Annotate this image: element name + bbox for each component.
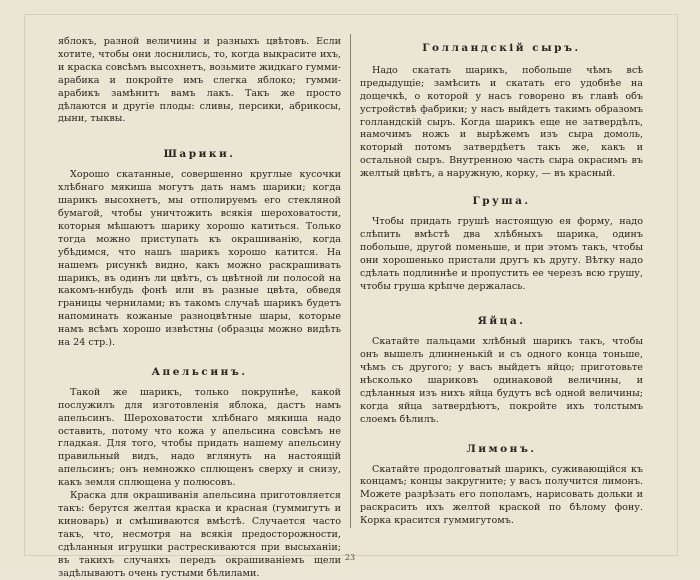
left-column (58, 36, 341, 580)
sharik-paragraph: Хорошо скатанные, совершенно круглые кусочки хлѣбнаго мякиша могутъ дать намъ шарики; когда шарикъ высохнетъ, мы отполируемъ его стекляной бумагой, чтобы уничтожить всякія шероховатости, которыя мѣшаютъ шарику хорошо катиться. Только тогда можно приступать къ окрашиванію, когда убѣдимся, что нашъ шарикъ хорошо катится. На нашемъ рисункѣ видно, какъ можно раскрашивать шарикъ, въ одинъ ли цвѣтъ, съ цвѣтной ли полосой на какомъ-нибудь фонѣ или въ разные цвѣта, обведя границы чернилами; въ такомъ случаѣ шарикъ будетъ напоминать кожаные разноцвѣтные шары, которые намъ всѣмъ хорошо извѣстны (образцы можно видѣть на 24 стр.). (58, 169, 341, 349)
grusha-paragraph: Чтобы придать грушѣ настоящую ея форму, надо слѣпить вмѣстѣ два хлѣбныхъ шарика, одинъ побольше, другой поменьше, и при этомъ такъ, чтобы они хорошенько пристали другъ къ другу. Вѣтку надо сдѣлать подлиннѣе и пропустить ее черезъ всю грушу, чтобы груша крѣпче держалась. (360, 215, 643, 292)
column-divider (350, 34, 351, 528)
page-number: 23 (344, 553, 356, 562)
right-column (360, 36, 643, 528)
yaitsa-paragraph: Скатайте пальцами хлѣбный шарикъ такъ, чтобы онъ вышелъ длинненькій и съ одного конца тоньше, чѣмъ съ другого; у васъ выйдетъ яйцо; приготовьте нѣсколько шариковъ одинаковой величины, и сдѣланныя изъ нихъ яйца будутъ всѣ одной величины; когда яйца затвердѣютъ, покройте ихъ толстымъ слоемъ бѣлилъ. (360, 336, 643, 425)
apelsin-paragraph-1: Такой же шарикъ, только покрупнѣе, какой послужилъ для изготовленія яблока, дастъ намъ апельсинъ. Шероховатости хлѣбнаго мякиша надо оставить, потому что кожа у апельсина совсѣмъ не гладкая. Для того, чтобы придать нашему апельсину правильный видъ, надо вглянуть на настоящій апельсинъ; онъ немножко сплющенъ сверху и снизу, какъ земля сплющена у полюсовъ. (58, 386, 341, 489)
section-title-yaitsa: Яйца. (477, 315, 526, 328)
intro-paragraph: яблокъ, разной величины и разныхъ цвѣтовъ. Если хотите, чтобы они лоснились, то, когда выкрасите ихъ, и краска совсѣмъ высохнетъ, возьмите жидкаго гумми-арабика и покройте имъ слегка яблоко; гумми-арабикъ замѣнитъ вамъ лакъ. Такъ же просто дѣлаются и другіе плоды: сливы, персики, абрикосы, дыни, тыквы. (58, 36, 341, 125)
section-title-sharik: Шарики. (163, 148, 236, 161)
section-title-apelsin: Апельсинъ. (151, 365, 248, 378)
section-title-limon: Лимонъ. (466, 442, 537, 455)
limon-paragraph: Скатайте продолговатый шарикъ, суживающійся къ концамъ; концы закругните; у васъ получится лимонъ. Можете разрѣзать его пополамъ, нарисовать дольки и раскрасить ихъ желтой краской по бѣлому фону. Корка красится гуммигутомъ. (360, 463, 643, 527)
section-title-syr: Голландскій сыръ. (422, 42, 581, 54)
syr-paragraph: Надо скатать шарикъ, побольше чѣмъ всѣ предыдущіе; замѣсить и скатать его удобнѣе на дощечкѣ, о которой у насъ говорено въ главѣ объ устройствѣ фабрики; у насъ выйдетъ такимъ образомъ голландскій сыръ. Когда шарикъ еще не затвердѣлъ, намочимъ ножъ и вырѣжемъ изъ сыра домоль, который потомъ затвердѣетъ такъ же, какъ и остальной сыръ. Внутренною часть сыра окрасимъ въ желтый цвѣтъ, а наружную, корку, — въ красный. (360, 64, 643, 180)
apelsin-paragraph-2: Краска для окрашиванія апельсина приготовляется такъ: берутся желтая краска и красная (гуммигутъ и киноварь) и смѣшиваются вмѣстѣ. Случается часто такъ, что, несмотря на всякія предосторожности, сдѣланныя игрушки растрескиваются при высыханіи; въ такихъ случаяхъ передъ окрашиваніемъ щели задѣлываютъ очень густыми бѣлилами. (58, 490, 341, 579)
section-title-grusha: Груша. (472, 195, 531, 208)
